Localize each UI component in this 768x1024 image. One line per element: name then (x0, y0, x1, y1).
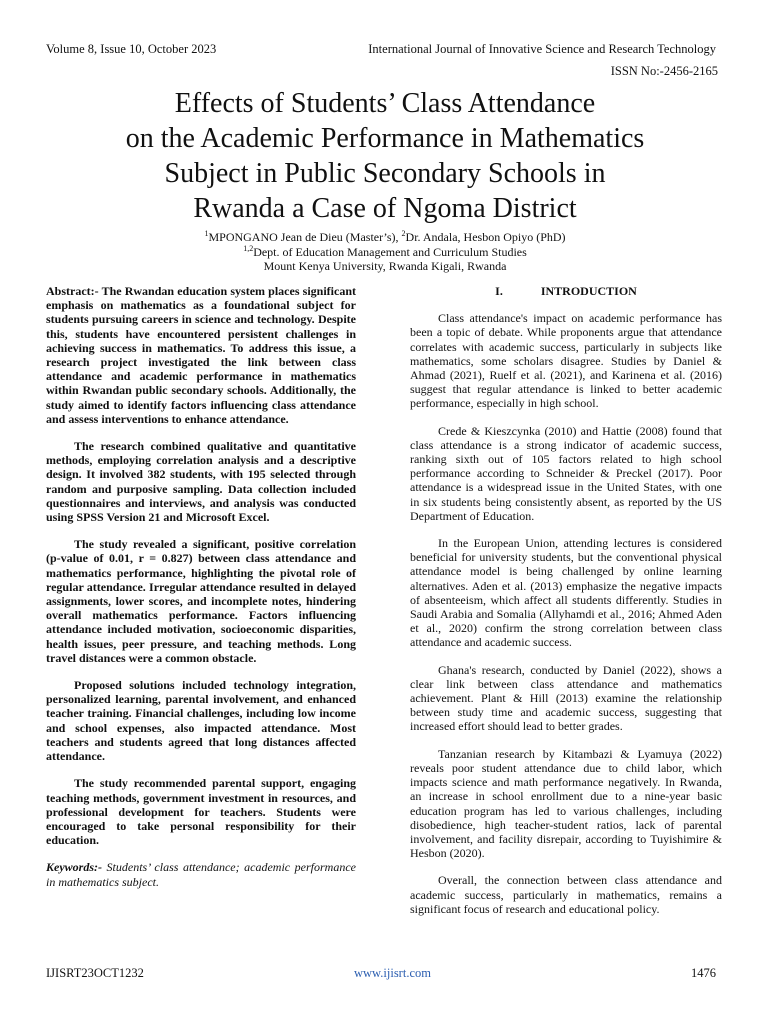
paper-id: IJISRT23OCT1232 (46, 966, 144, 980)
keywords-text: Students’ class attendance; academic performance in mathematics subject. (46, 860, 356, 889)
section-title: INTRODUCTION (540, 284, 637, 298)
keywords-label: Keywords:- (46, 860, 102, 875)
introduction-column (410, 284, 722, 929)
title-line: Effects of Students’ Class Attendance (174, 88, 596, 119)
page-number: 1476 (691, 966, 716, 980)
title-line: on the Academic Performance in Mathematics (125, 123, 645, 154)
intro-paragraph: Overall, the connection between class attendance and academic success, particularly in mathematics, remains a significant focus of research and educational policy. (410, 873, 722, 916)
abstract-paragraph: Abstract:- The Rwandan education system places significant emphasis on mathematics as a foundational subject for students pursuing careers in science and technology. Despite this, students have encountered persistent challenges in achieving success in mathematics. To address this issue, a research project investigated the link between class attendance and academic performance in mathematics within Rwandan public secondary schools. Additionally, the study aimed to identify factors influencing class attendance and assess interventions to enhance attendance. (46, 284, 356, 426)
section-number: I. (495, 284, 503, 298)
author-affiliation: Mount Kenya University, Rwanda Kigali, Rwanda (263, 259, 507, 273)
intro-paragraph: In the European Union, attending lectures is considered beneficial for university students, but the conventional physical attendance model is being challenged by online learning alternatives. Aden et al. (2013) emphasize the negative impacts of absenteeism, which affect all students differently. Studies in Saudi Arabia and Somalia (Allyhamdi et al., 2016; Ahmed Aden et al., 2020) confirm the strong correlation between class attendance and academic success. (410, 536, 722, 650)
journal-issn: ISSN No:-2456-2165 (610, 64, 718, 78)
abstract-paragraph: The study recommended parental support, engaging teaching methods, government investment in resources, and professional development for teachers. Students were encouraged to take personal responsibility for their education. (46, 776, 356, 848)
section-heading (410, 284, 722, 298)
abstract-paragraph: The study revealed a significant, positive correlation (p-value of 0.01, r = 0.827) between class attendance and mathematics performance, highlighting the pivotal role of regular attendance. Irregular attendance resulted in delayed assignments, lower scores, and incomplete notes, hindering overall mathematics performance. Factors influencing attendance included motivation, socioeconomic disparities, health issues, peer pressure, and teaching methods. Long travel distances were a common obstacle. (46, 537, 356, 665)
intro-paragraph: Class attendance's impact on academic performance has been a topic of debate. While proponents argue that attendance correlates with academic success, particularly in subjects like mathematics, some scholars disagree. Studies by Daniel & Ahmad (2021), Ruelf et al. (2021), and Karinena et al. (2016) suggest that regular attendance is linked to better academic performance, especially in high school. (410, 311, 722, 411)
abstract-column (46, 284, 356, 902)
journal-website-link[interactable]: www.ijisrt.com (354, 966, 431, 980)
abstract-paragraph: The research combined qualitative and quantitative methods, employing correlation analysis and a descriptive design. It involved 382 students, with 195 selected through random and purposive sampling. Data collection included questionnaires and interviews, and analysis was conducted using SPSS Version 21 and Microsoft Excel. (46, 439, 356, 525)
author-block (40, 230, 730, 274)
title-line: Rwanda a Case of Ngoma District (193, 193, 577, 224)
keywords (46, 860, 356, 888)
paper-title (40, 86, 730, 226)
author-names: $^1$MPONGANO Jean de Dieu (Master’s), $^2$Dr. Andala, Hesbon Opiyo (PhD) (204, 229, 566, 244)
intro-paragraph: Ghana's research, conducted by Daniel (2022), shows a clear link between class attendance and mathematics achievement. Plant & Hill (2013) examine the relationship between study time and academic success, suggesting that increased effort should lead to better grades. (410, 662, 722, 734)
title-line: Subject in Public Secondary Schools in (164, 158, 606, 189)
journal-volume: Volume 8, Issue 10, October 2023 (46, 42, 217, 56)
author-department: $^{1,2}$Dept. of Education Management and Curriculum Studies (243, 243, 527, 259)
intro-paragraph: Tanzanian research by Kitambazi & Lyamuya (2022) reveals poor student attendance due to child labor, which impacts science and math performance negatively. In Rwanda, an increase in school enrollment due to a nine-year basic education program has led to various challenges, including disobedience, high teacher-student ratios, lack of parental involvement, and facility disrepair, according to Tuyishimire & Hesbon (2020). (410, 746, 722, 861)
intro-paragraph: Crede & Kieszcynka (2010) and Hattie (2008) found that class attendance is a strong indicator of academic success, ranking sixth out of 105 factors related to high school performance according to Schneider & Preckel (2017). Poor attendance is a widespread issue in the United States, with one in six students being consistently absent, as reported by the US Department of Education. (410, 423, 722, 523)
journal-name: International Journal of Innovative Science and Research Technology (368, 42, 716, 56)
abstract-paragraph: Proposed solutions included technology integration, personalized learning, parental involvement, and enhanced teacher training. Financial challenges, including low income and school expenses, also impacted attendance. Most teachers and students agreed that long distances affected attendance. (46, 678, 356, 764)
